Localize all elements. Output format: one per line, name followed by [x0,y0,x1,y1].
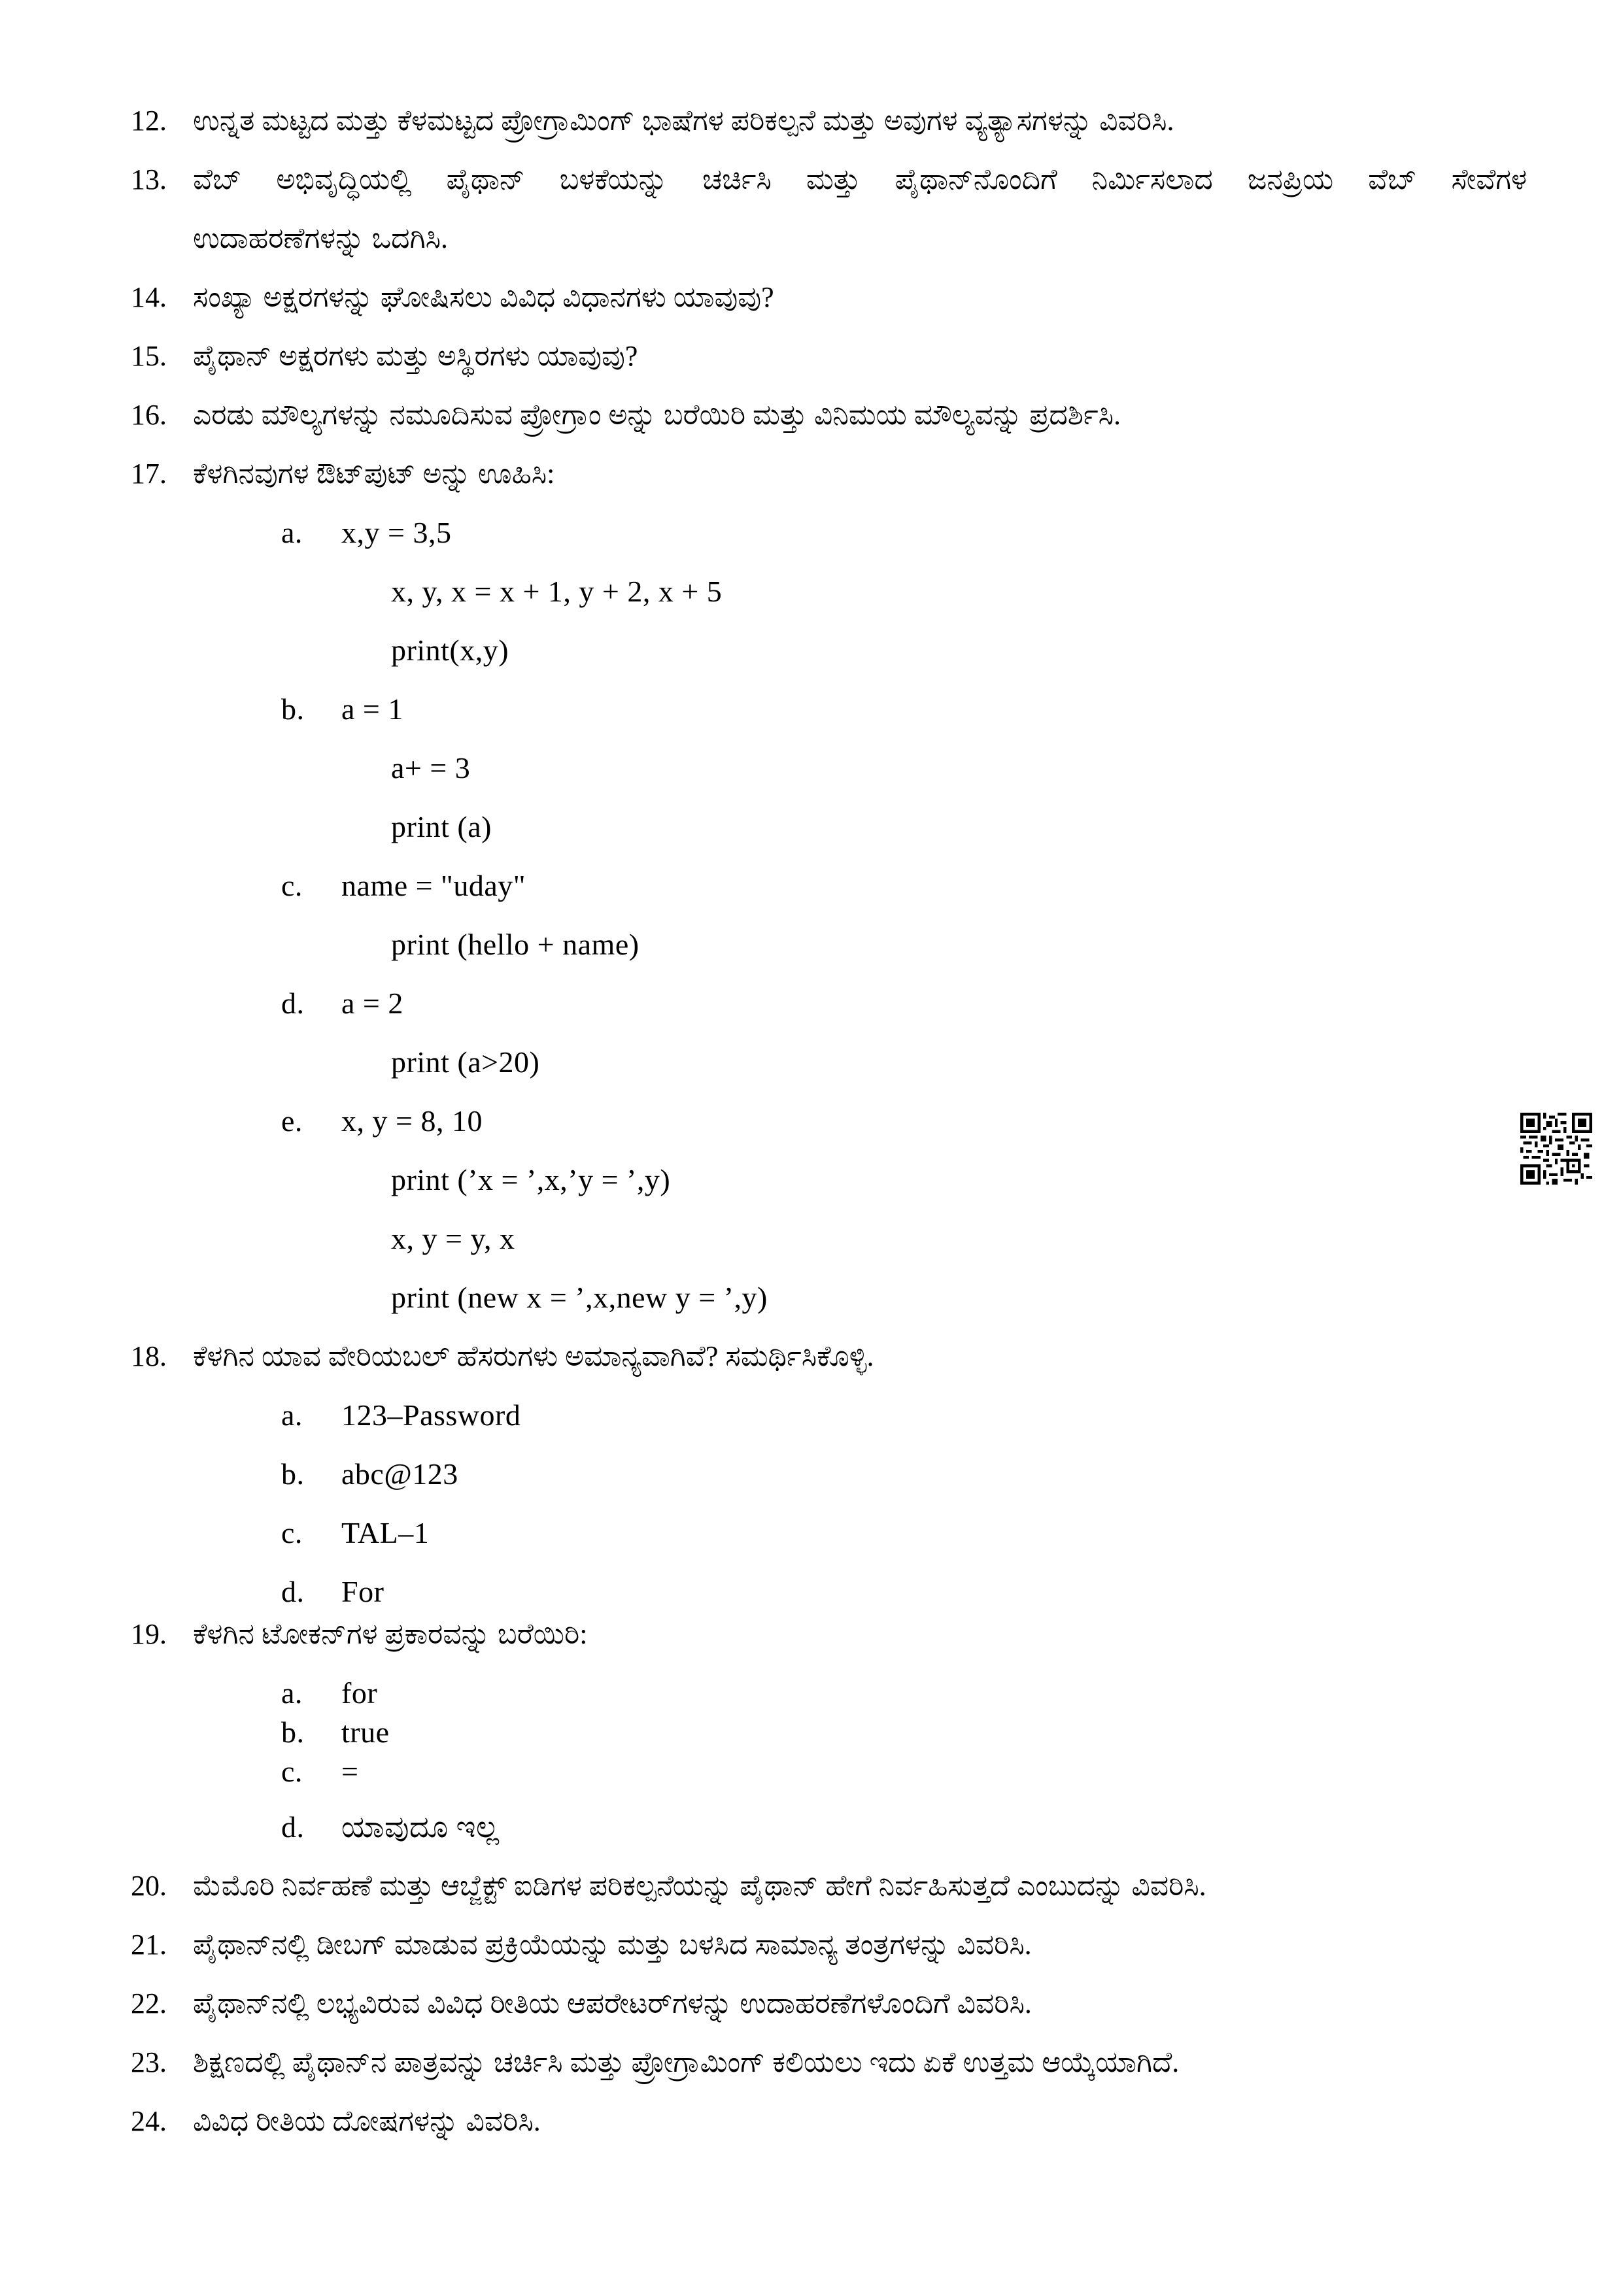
option-text: abc@123 [341,1457,458,1491]
option-letter: b. [281,1457,305,1491]
question-number: 19. [131,1618,167,1650]
option-letter: a. [281,1398,303,1432]
question-number: 23. [131,2046,167,2078]
question-text: ಎರಡು ಮೌಲ್ಯಗಳನ್ನು ನಮೂದಿಸುವ ಪ್ರೋಗ್ರಾಂ ಅನ್ನು ಬರೆಯಿರಿ ಮತ್ತು ವಿನಿಮಯ ಮೌಲ್ಯವನ್ನು ಪ್ರದರ್ಶಿಸಿ. [193,399,1121,431]
item-letter: c. [281,869,303,902]
option-text: For [341,1575,384,1608]
question-number: 12. [131,105,167,137]
option-text: = [341,1755,359,1788]
option-letter: a. [281,1676,303,1710]
code-line: print(x,y) [391,633,509,667]
question-text: ಕೆಳಗಿನವುಗಳ ಔಟ್‌ಪುಟ್ ಅನ್ನು ಊಹಿಸಿ: [193,458,555,490]
code-line: name = "uday" [341,869,526,902]
question-text: ಶಿಕ್ಷಣದಲ್ಲಿ ಪೈಥಾನ್‌ನ ಪಾತ್ರವನ್ನು ಚರ್ಚಿಸಿ ಮತ್ತು ಪ್ರೋಗ್ರಾಮಿಂಗ್ ಕಲಿಯಲು ಇದು ಏಕೆ ಉತ್ತಮ ಆಯ್ಕೆಯಾಗಿದೆ. [193,2046,1180,2078]
code-line: print (’x = ’,x,’y = ’,y) [391,1163,671,1196]
option-letter: d. [281,1810,305,1844]
code-line: print (new x = ’,x,new y = ’,y) [391,1281,768,1314]
question-number: 18. [131,1340,167,1372]
question-number: 13. [131,163,167,195]
question-text: ಉನ್ನತ ಮಟ್ಟದ ಮತ್ತು ಕೆಳಮಟ್ಟದ ಪ್ರೋಗ್ರಾಮಿಂಗ್ ಭಾಷೆಗಳ ಪರಿಕಲ್ಪನೆ ಮತ್ತು ಅವುಗಳ ವ್ಯತ್ಯಾಸಗಳನ್ನು ವಿವರಿಸಿ. [193,105,1174,137]
question-text: ಪೈಥಾನ್‌ನಲ್ಲಿ ಡೀಬಗ್ ಮಾಡುವ ಪ್ರಕ್ರಿಯೆಯನ್ನು ಮತ್ತು ಬಳಸಿದ ಸಾಮಾನ್ಯ ತಂತ್ರಗಳನ್ನು ವಿವರಿಸಿ. [193,1929,1032,1961]
question-number: 24. [131,2105,167,2137]
question-text: ಪೈಥಾನ್ ಅಕ್ಷರಗಳು ಮತ್ತು ಅಸ್ಥಿರಗಳು ಯಾವುವು? [193,340,638,372]
code-line: a = 1 [341,692,403,726]
question-text: ವಿವಿಧ ರೀತಿಯ ದೋಷಗಳನ್ನು ವಿವರಿಸಿ. [193,2105,541,2137]
option-letter: c. [281,1516,303,1549]
question-text-line-2: ಉದಾಹರಣೆಗಳನ್ನು ಒದಗಿಸಿ. [193,222,449,254]
code-line: x, y = y, x [391,1222,515,1255]
code-line: a = 2 [341,987,403,1020]
question-number: 20. [131,1870,167,1902]
item-letter: e. [281,1104,303,1138]
option-text: ಯಾವುದೂ ಇಲ್ಲ [341,1810,500,1844]
code-line: a+ = 3 [391,751,471,785]
question-text: ಕೆಳಗಿನ ಯಾವ ವೇರಿಯಬಲ್ ಹೆಸರುಗಳು ಅಮಾನ್ಯವಾಗಿವೆ? ಸಮರ್ಥಿಸಿಕೊಳ್ಳಿ. [193,1340,874,1372]
code-line: x, y = 8, 10 [341,1104,483,1138]
option-text: TAL–1 [341,1516,430,1549]
code-line: print (a) [391,810,492,843]
item-letter: b. [281,692,305,726]
question-text: ಮೆಮೊರಿ ನಿರ್ವಹಣೆ ಮತ್ತು ಆಬ್ಜೆಕ್ಟ್ ಐಡಿಗಳ ಪರಿಕಲ್ಪನೆಯನ್ನು ಪೈಥಾನ್ ಹೇಗೆ ನಿರ್ವಹಿಸುತ್ತದೆ ಎಂಬುದನ್ನು ವಿವರಿಸಿ. [193,1870,1206,1902]
item-letter: d. [281,987,305,1020]
question-number: 15. [131,340,167,372]
option-letter: c. [281,1755,303,1788]
code-line: print (a>20) [391,1045,540,1079]
question-number: 17. [131,458,167,490]
question-text: ಸಂಖ್ಯಾ ಅಕ್ಷರಗಳನ್ನು ಘೋಷಿಸಲು ವಿವಿಧ ವಿಧಾನಗಳು ಯಾವುವು? [193,281,774,313]
option-letter: b. [281,1715,305,1749]
question-number: 22. [131,1987,167,2019]
code-line: print (hello + name) [391,928,640,961]
question-number: 21. [131,1929,167,1961]
question-number: 16. [131,399,167,431]
question-text-line-1: ವೆಬ್ ಅಭಿವೃದ್ಧಿಯಲ್ಲಿ ಪೈಥಾನ್ ಬಳಕೆಯನ್ನು ಚರ್ಚಿಸಿ ಮತ್ತು ಪೈಥಾನ್‌ನೊಂದಿಗೆ ನಿರ್ಮಿಸಲಾದ ಜನಪ್ರಿಯ ವೆಬ್ ಸೇವೆಗಳ [193,163,1527,195]
question-text: ಕೆಳಗಿನ ಟೋಕನ್‌ಗಳ ಪ್ರಕಾರವನ್ನು ಬರೆಯಿರಿ: [193,1618,588,1650]
question-text: ಪೈಥಾನ್‌ನಲ್ಲಿ ಲಭ್ಯವಿರುವ ವಿವಿಧ ರೀತಿಯ ಆಪರೇಟರ್‌ಗಳನ್ನು ಉದಾಹರಣೆಗಳೊಂದಿಗೆ ವಿವರಿಸಿ. [193,1987,1032,2019]
qr-code-icon[interactable] [1520,1113,1592,1185]
option-text: 123–Password [341,1398,521,1432]
item-letter: a. [281,516,303,549]
code-line: x,y = 3,5 [341,516,452,549]
code-line: x, y, x = x + 1, y + 2, x + 5 [391,575,723,608]
option-text: for [341,1676,378,1710]
option-text: true [341,1715,390,1749]
option-letter: d. [281,1575,305,1608]
question-number: 14. [131,281,167,313]
